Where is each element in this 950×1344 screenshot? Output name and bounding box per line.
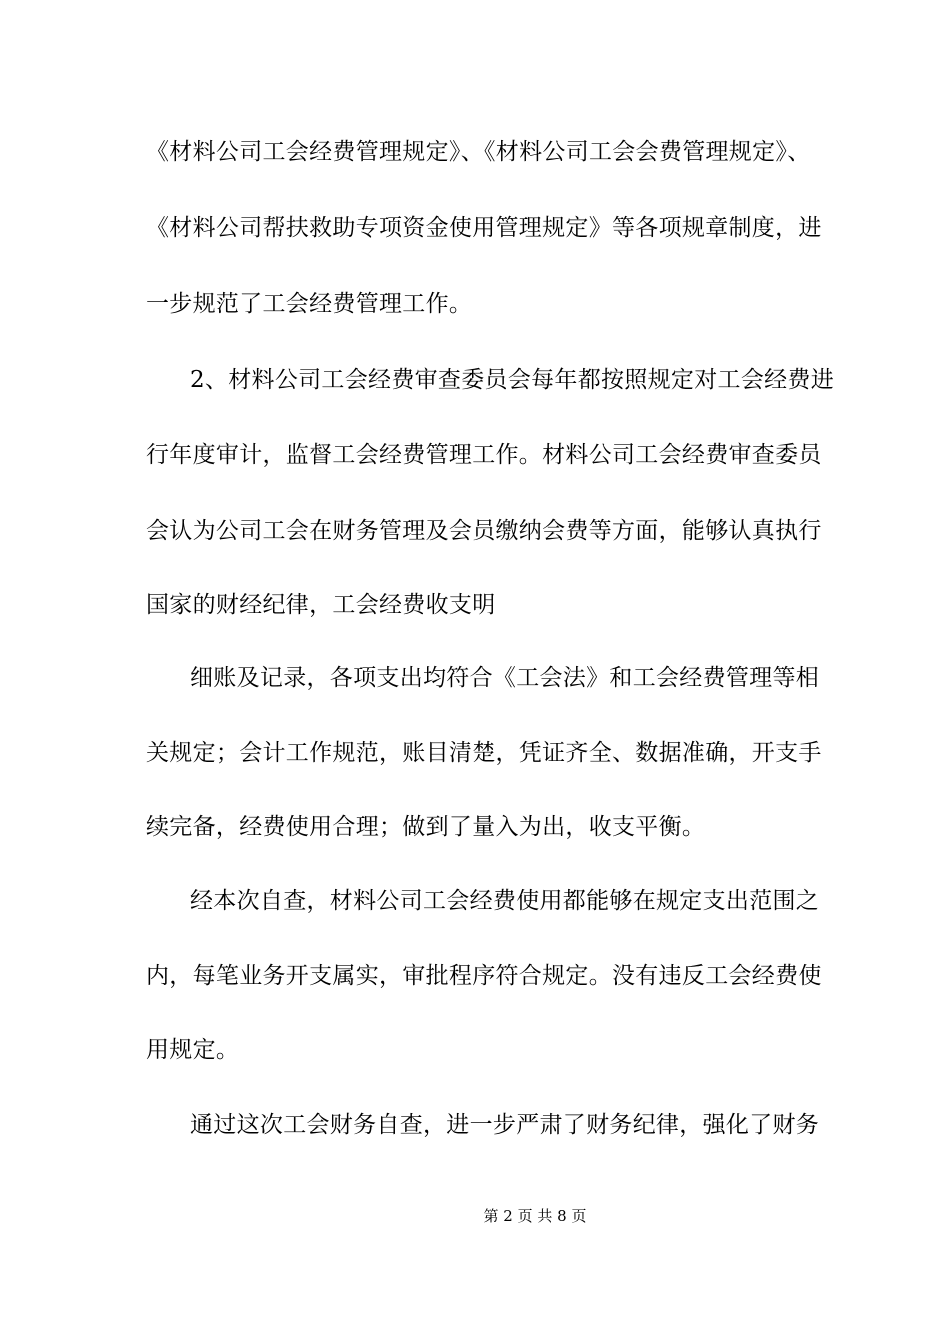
paragraph-2-line-2: 行年度审计，监督工会经费管理工作。材料公司工会经费审查委员	[146, 442, 822, 468]
page-number-footer: 第 2 页 共 8 页	[483, 1207, 587, 1225]
paragraph-3-line-2: 关规定；会计工作规范，账目清楚，凭证齐全、数据准确，开支手	[146, 740, 822, 766]
paragraph-1-line-3: 一步规范了工会经费管理工作。	[146, 291, 473, 317]
paragraph-2-line-4: 国家的财经纪律，工会经费收支明	[146, 592, 496, 618]
paragraph-1-line-1: 《材料公司工会经费管理规定》、《材料公司工会会费管理规定》、	[146, 139, 811, 165]
paragraph-1-line-2: 《材料公司帮扶救助专项资金使用管理规定》等各项规章制度，进	[146, 215, 822, 241]
paragraph-2-line-1: 2、材料公司工会经费审查委员会每年都按照规定对工会经费进	[190, 367, 835, 393]
paragraph-5-line-1: 通过这次工会财务自查，进一步严肃了财务纪律，强化了财务	[190, 1112, 820, 1138]
paragraph-4-line-3: 用规定。	[146, 1037, 240, 1063]
paragraph-2-line-3: 会认为公司工会在财务管理及会员缴纳会费等方面，能够认真执行	[146, 518, 822, 544]
paragraph-3-line-1: 细账及记录，各项支出均符合《工会法》和工会经费管理等相	[190, 665, 820, 691]
paragraph-4-line-1: 经本次自查，材料公司工会经费使用都能够在规定支出范围之	[190, 888, 820, 914]
paragraph-4-line-2: 内，每笔业务开支属实，审批程序符合规定。没有违反工会经费使	[146, 963, 822, 989]
paragraph-3-line-3: 续完备，经费使用合理；做到了量入为出，收支平衡。	[146, 814, 706, 840]
